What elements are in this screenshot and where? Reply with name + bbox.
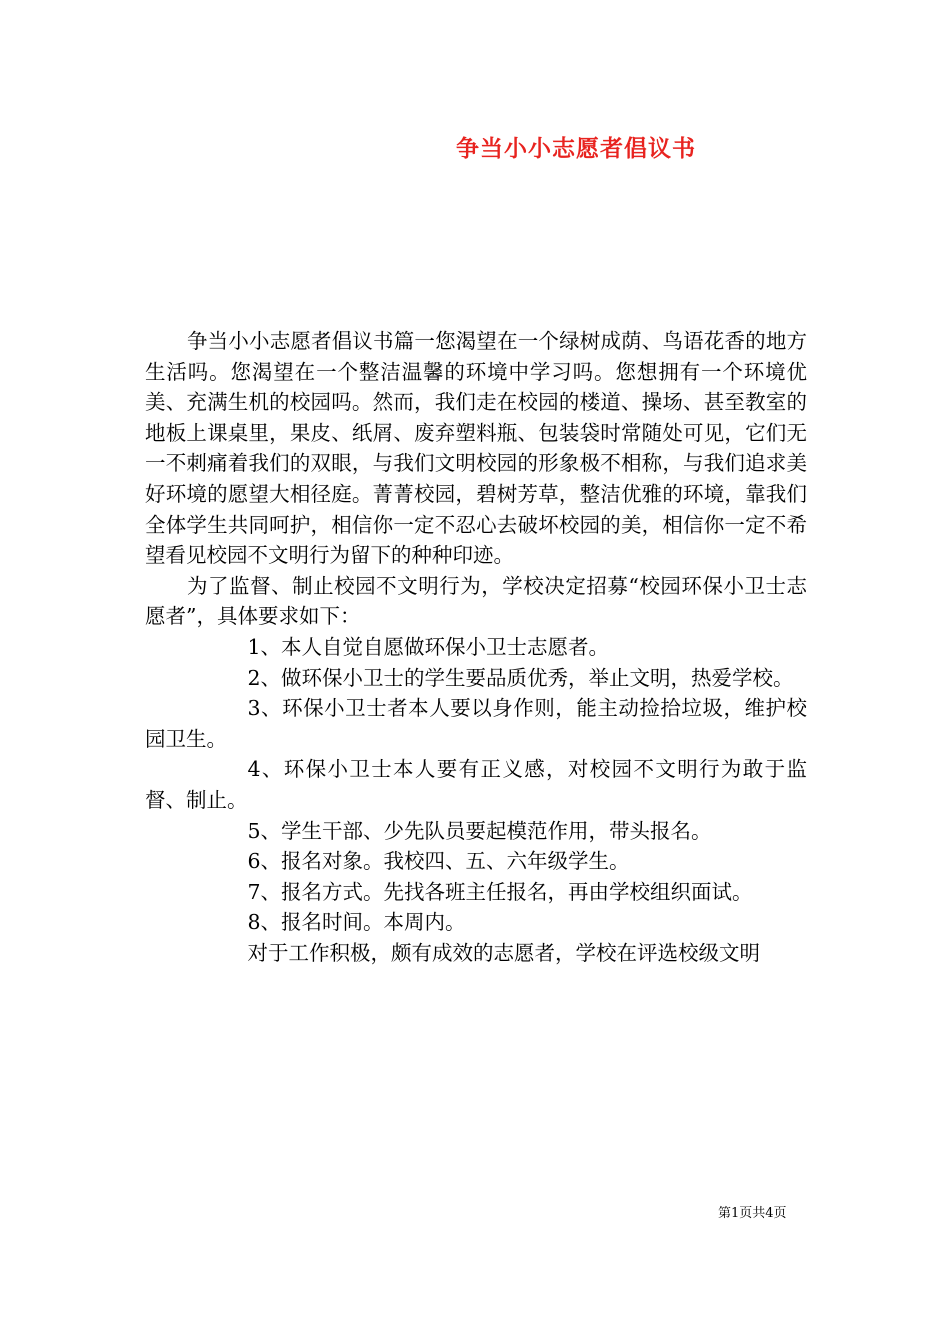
intro-paragraph: 争当小小志愿者倡议书篇一您渴望在一个绿树成荫、鸟语花香的地方生活吗。您渴望在一个整洁温馨的环境中学习吗。您想拥有一个环境优美、充满生机的校园吗。然而，我们走在校园的楼道、操场、甚至教室的地板上课桌里，果皮、纸屑、废弃塑料瓶、包装袋时常随处可见，它们无一不刺痛着我们的双眼，与我们文明校园的形象极不相称，与我们追求美好环境的愿望大相径庭。菁菁校园，碧树芳草，整洁优雅的环境，靠我们全体学生共同呵护，相信你一定不忍心去破坏校园的美，相信你一定不希望看见校园不文明行为留下的种种印迹。 (145, 329, 807, 568)
requirement-item-1: 1、本人自觉自愿做环保小卫士志愿者。 (247, 634, 610, 659)
document-title: 争当小小志愿者倡议书 (456, 135, 696, 162)
requirement-item-2: 2、做环保小卫士的学生要品质优秀，举止文明，热爱学校。 (247, 665, 794, 690)
closing-paragraph: 对于工作积极，颇有成效的志愿者，学校在评选校级文明 (247, 940, 760, 965)
requirement-item-3: 3、环保小卫士者本人要以身作则，能主动捡拾垃圾，维护校园卫生。 (145, 696, 807, 751)
requirement-item-7: 7、报名方式。先找各班主任报名，再由学校组织面试。 (247, 879, 753, 904)
requirement-item-5: 5、学生干部、少先队员要起模范作用，带头报名。 (247, 818, 712, 843)
requirement-item-4: 4、环保小卫士本人要有正义感，对校园不文明行为敢于监督、制止。 (145, 757, 807, 812)
requirement-item-6: 6、报名对象。我校四、五、六年级学生。 (247, 849, 630, 874)
requirements-intro-paragraph: 为了监督、制止校园不文明行为，学校决定招募“校园环保小卫士志愿者”，具体要求如下： (145, 573, 807, 629)
page-number-footer: 第1页共4页 (718, 1206, 787, 1221)
requirement-item-8: 8、报名时间。本周内。 (247, 910, 466, 935)
document-body (145, 326, 807, 968)
